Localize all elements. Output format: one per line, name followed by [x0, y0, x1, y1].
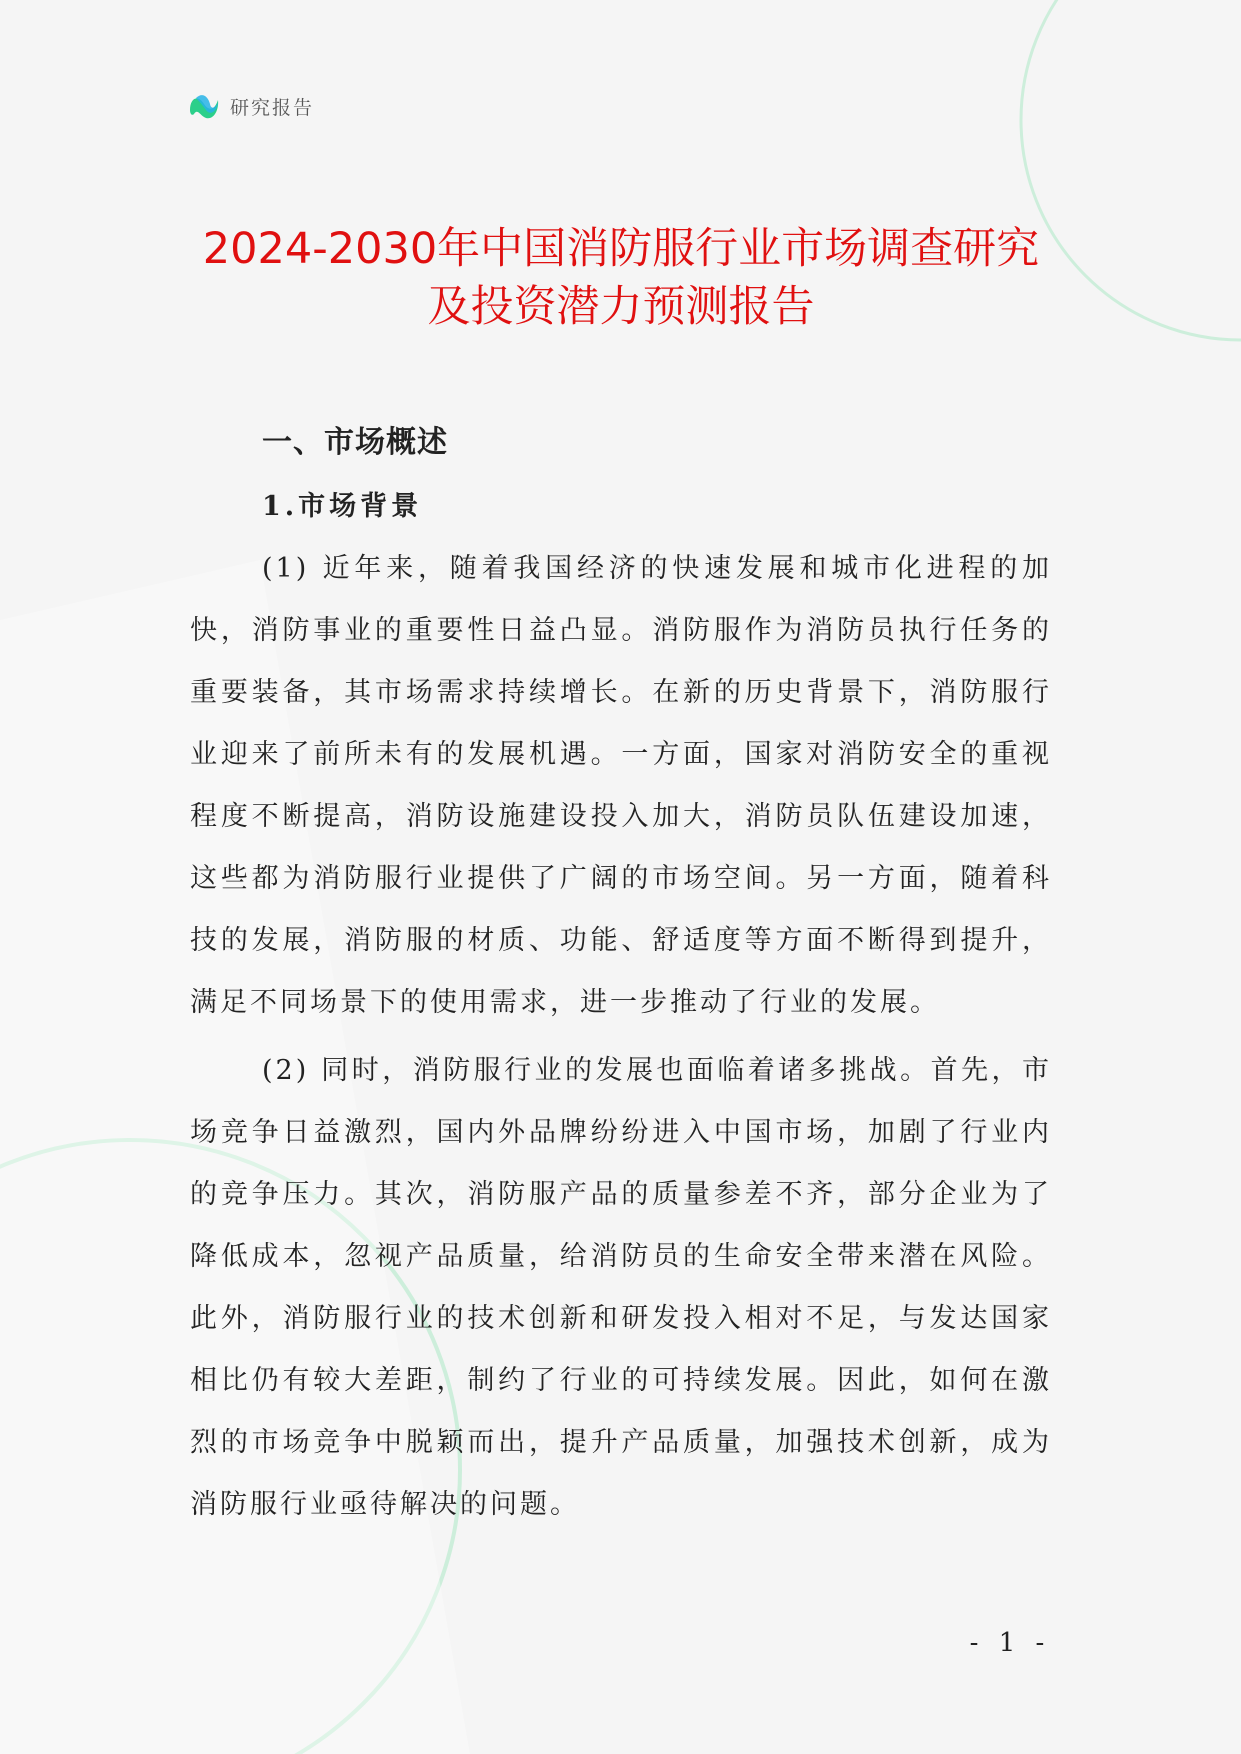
report-content [190, 418, 1052, 1536]
paragraph-1: (1) 近年来，随着我国经济的快速发展和城市化进程的加快，消防事业的重要性日益凸显。消防服作为消防员执行任务的重要装备，其市场需求持续增长。在新的历史背景下，消防服行业迎来了前所未有的发展机遇。一方面，国家对消防安全的重视程度不断提高，消防设施建设投入加大，消防员队伍建设加速，这些都为消防服行业提供了广阔的市场空间。另一方面，随着科技的发展，消防服的材质、功能、舒适度等方面不断得到提升，满足不同场景下的使用需求，进一步推动了行业的发展。 [190, 553, 1052, 1018]
report-title [186, 220, 1056, 336]
sub-heading: 1.市场背景 [262, 491, 423, 522]
page-number: - 1 - [969, 1628, 1051, 1658]
report-title-line-1: 2024-2030年中国消防服行业市场调查研究 [202, 224, 1040, 274]
brand-label: 研究报告 [230, 96, 315, 119]
paragraph-2: (2) 同时，消防服行业的发展也面临着诸多挑战。首先，市场竞争日益激烈，国内外品牌纷纷进入中国市场，加剧了行业内的竞争压力。其次，消防服产品的质量参差不齐，部分企业为了降低成本，忽视产品质量，给消防员的生命安全带来潜在风险。此外，消防服行业的技术创新和研发投入相对不足，与发达国家相比仍有较大差距，制约了行业的可持续发展。因此，如何在激烈的市场竞争中脱颖而出，提升产品质量，加强技术创新，成为消防服行业亟待解决的问题。 [190, 1055, 1052, 1520]
brand-logo-icon [186, 88, 222, 124]
header-brand [186, 88, 314, 124]
section-heading: 一、市场概述 [262, 425, 448, 460]
report-title-line-2: 及投资潜力预测报告 [427, 282, 815, 332]
